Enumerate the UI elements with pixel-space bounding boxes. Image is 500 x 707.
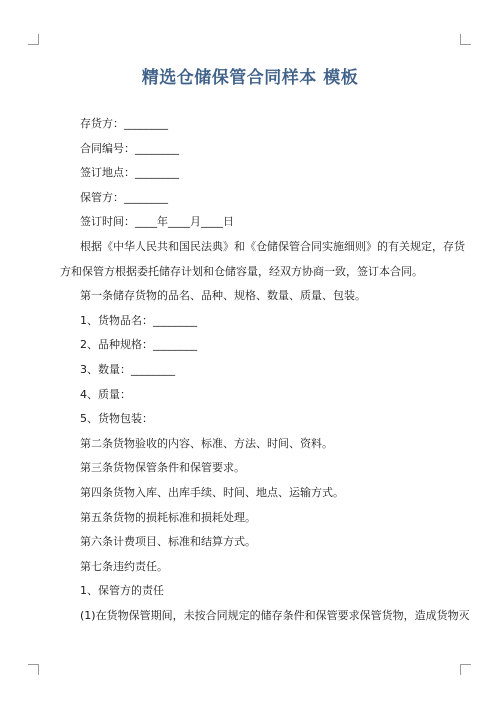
list-item-quality: 4、质量： [80,387,131,401]
article-3-heading: 第三条货物保管条件和保管要求。 [80,461,245,475]
custodian-field: 保管方：________ [80,190,168,204]
signing-place-field: 签订地点：________ [80,166,179,180]
contract-number-field: 合同编号：________ [80,141,179,155]
crop-mark-bottom-left [28,664,39,675]
crop-mark-bottom-right [460,664,471,675]
article-1-heading: 第一条储存货物的品名、品种、规格、数量、质量、包装。 [80,289,366,303]
signing-date-field: 签订时间：____年____月____日 [80,215,234,229]
article-7-heading: 第七条违约责任。 [80,559,168,573]
liability-clause-1: (1)在货物保管期间，未按合同规定的储存条件和保管要求保管货物，造成货物灭 [80,608,470,622]
list-item-quantity: 3、数量：________ [80,362,175,376]
depositor-field: 存货方：________ [80,117,168,130]
custodian-liability-heading: 1、保管方的责任 [80,584,164,598]
article-5-heading: 第五条货物的损耗标准和损耗处理。 [80,510,256,524]
paragraph-intro-line-1: 根据《中华人民共和国民法典》和《仓储保管合同实施细则》的有关规定，存货 [80,239,465,253]
list-item-goods-name: 1、货物品名：________ [80,313,197,327]
paragraph-intro-line-2: 方和保管方根据委托储存计划和仓储容量，经双方协商一致，签订本合同。 [60,264,423,278]
article-2-heading: 第二条货物验收的内容、标准、方法、时间、资料。 [80,436,333,450]
crop-mark-top-left [28,34,39,45]
article-6-heading: 第六条计费项目、标准和结算方式。 [80,535,256,549]
document-title: 精选仓储保管合同样本 模板 [141,68,359,88]
document-body [60,112,470,628]
crop-mark-top-right [460,34,471,45]
article-4-heading: 第四条货物入库、出库手续、时间、地点、运输方式。 [80,485,344,499]
list-item-packaging: 5、货物包装： [80,412,153,426]
list-item-spec: 2、品种规格：________ [80,338,197,352]
